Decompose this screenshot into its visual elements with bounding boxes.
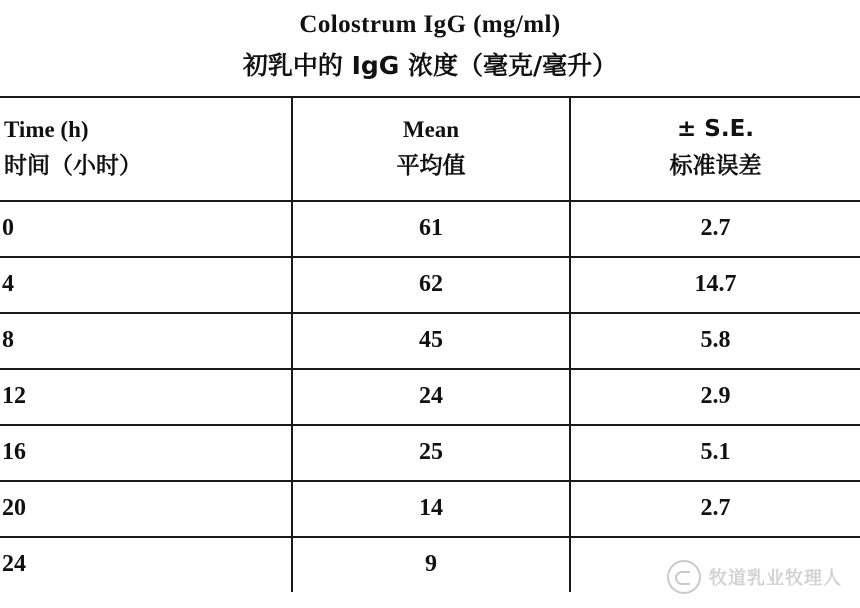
- column-header-se-chinese: 标准误差: [669, 152, 762, 179]
- column-header-time-english: Time (h): [4, 117, 89, 143]
- cell-mean: 9: [292, 537, 570, 592]
- cell-time: 24: [0, 537, 292, 592]
- table-row: [0, 425, 860, 481]
- cell-mean: 14: [292, 481, 570, 537]
- cell-time: 8: [0, 313, 292, 369]
- column-header-time: [0, 97, 292, 201]
- cell-time: 16: [0, 425, 292, 481]
- cell-se: 5.8: [570, 313, 860, 369]
- title-chinese: 初乳中的 IgG 浓度（毫克/毫升）: [242, 50, 618, 80]
- cell-mean: 62: [292, 257, 570, 313]
- title-english: Colostrum IgG (mg/ml): [299, 11, 561, 38]
- table-row: [0, 369, 860, 425]
- column-header-se: [570, 97, 860, 201]
- column-header-mean: [292, 97, 570, 201]
- cell-time: 0: [0, 201, 292, 257]
- cell-se: [570, 537, 860, 592]
- cell-mean: 25: [292, 425, 570, 481]
- watermark-text: 牧道乳业牧理人: [709, 568, 842, 589]
- cell-se: 2.7: [570, 201, 860, 257]
- cell-se: 5.1: [570, 425, 860, 481]
- cell-se: 2.7: [570, 481, 860, 537]
- table-title-row: [0, 0, 860, 97]
- cell-time: 12: [0, 369, 292, 425]
- cell-time: 4: [0, 257, 292, 313]
- cell-se: 2.9: [570, 369, 860, 425]
- table-row: [0, 201, 860, 257]
- column-header-se-english: ± S.E.: [676, 116, 755, 143]
- cell-time: 20: [0, 481, 292, 537]
- column-header-time-chinese: 时间（小时）: [4, 152, 142, 179]
- cell-se: 14.7: [570, 257, 860, 313]
- table-header-row: [0, 97, 860, 201]
- cell-mean: 61: [292, 201, 570, 257]
- column-header-mean-chinese: 平均值: [396, 152, 466, 179]
- table-title-cell: [0, 0, 860, 97]
- cell-mean: 24: [292, 369, 570, 425]
- table-row: [0, 481, 860, 537]
- cell-mean: 45: [292, 313, 570, 369]
- table-row: [0, 313, 860, 369]
- column-header-mean-english: Mean: [402, 117, 460, 143]
- table-row: [0, 257, 860, 313]
- table-row: [0, 537, 860, 592]
